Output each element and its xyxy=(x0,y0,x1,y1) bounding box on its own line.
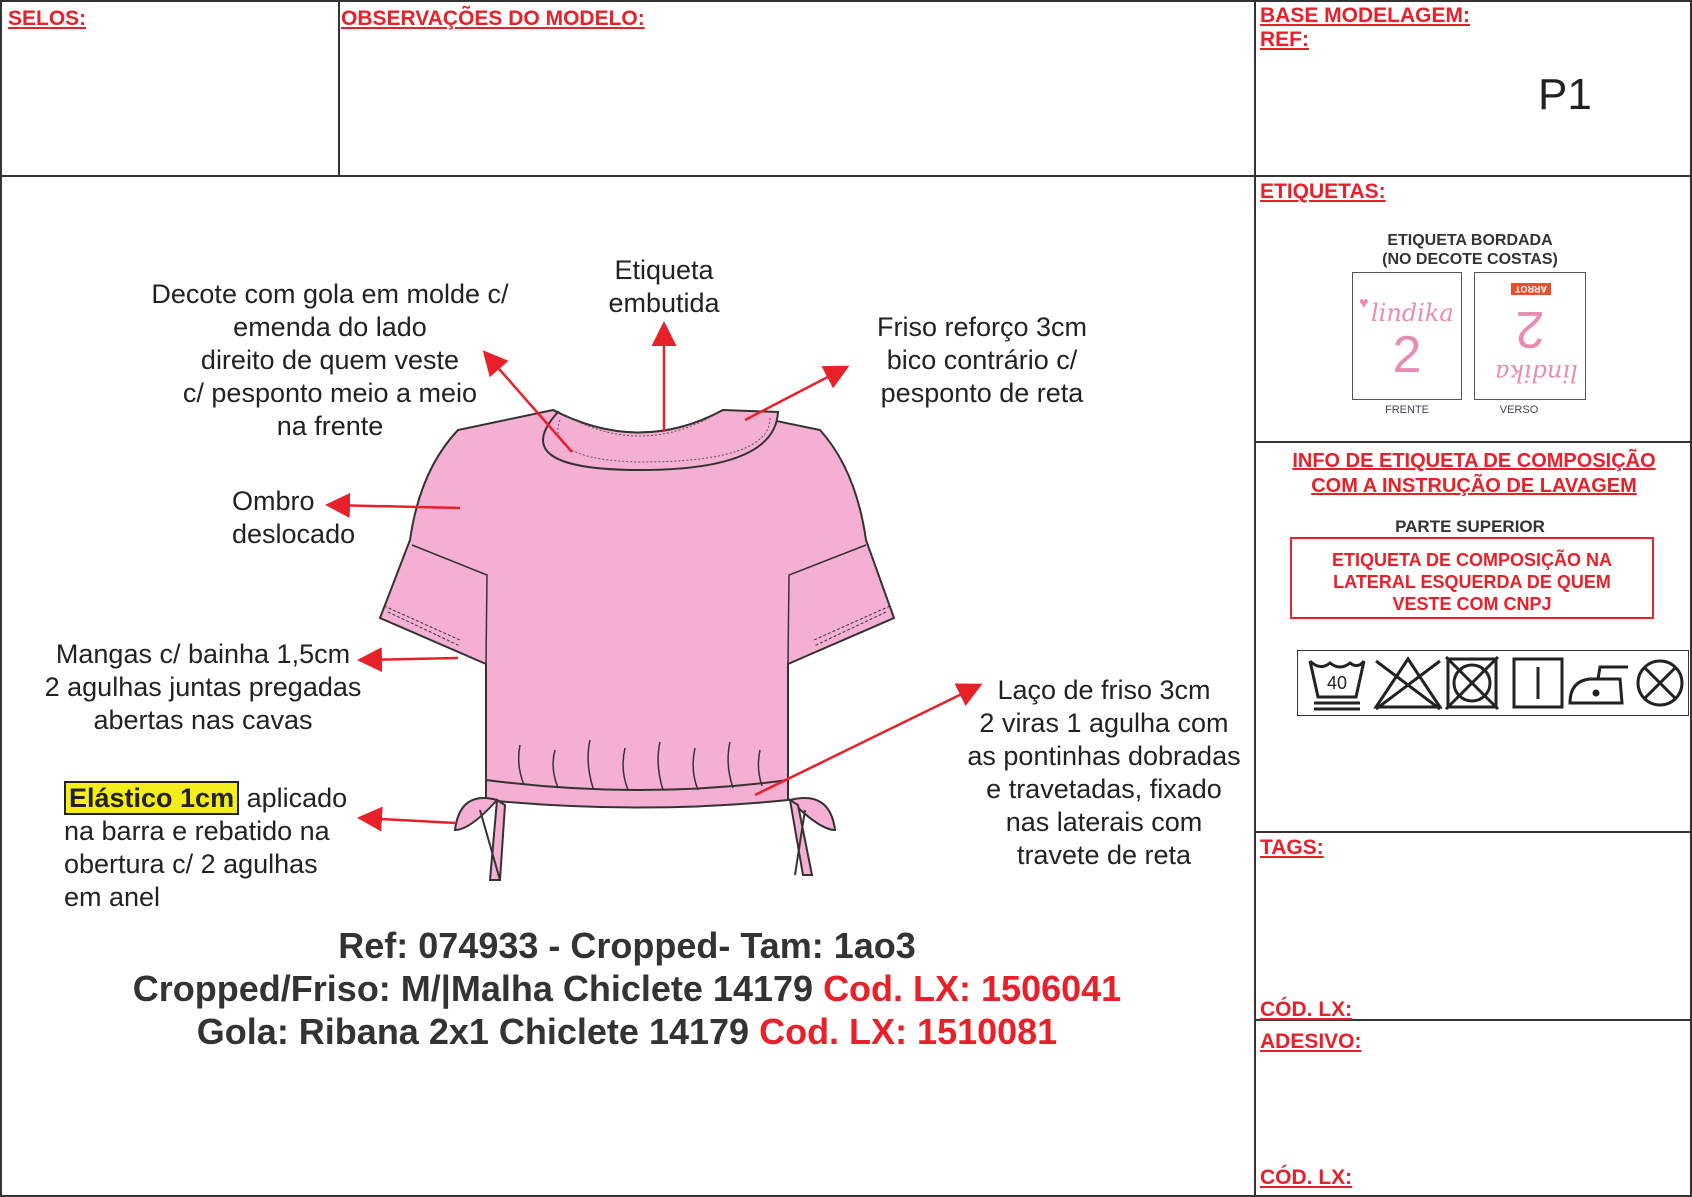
right-bow xyxy=(790,798,835,875)
etiqueta-title-line1: ETIQUETA BORDADA xyxy=(1387,232,1553,249)
line-dry-icon xyxy=(1514,659,1562,707)
note-mangas: Mangas c/ bainha 1,5cm 2 agulhas juntas pregadas abertas nas cavas xyxy=(44,639,362,735)
no-dry-clean-icon xyxy=(1638,661,1682,705)
spec-gola-code: Cod. LX: 1510081 xyxy=(759,1011,1058,1052)
label-front xyxy=(1352,272,1462,400)
no-bleach-icon xyxy=(1376,659,1440,709)
tags-label: TAGS: xyxy=(1260,836,1324,859)
label-back xyxy=(1474,272,1586,400)
flag-tag: ARROT xyxy=(1511,283,1551,295)
observacoes-label: OBSERVAÇÕES DO MODELO: xyxy=(341,7,645,30)
tags-box xyxy=(1254,831,1692,1021)
note-elastico: Elástico 1cm aplicado na barra e rebatido na obertura c/ 2 agulhas em anel xyxy=(64,783,348,912)
note-decote: Decote com gola em molde c/ emenda do lado direito de quem veste c/ pesponto meio a meio na frente xyxy=(151,279,509,441)
composicao-line3: VESTE COM CNPJ xyxy=(1392,594,1552,614)
note-friso: Friso reforço 3cm bico contrário c/ pesponto de reta xyxy=(876,312,1088,408)
note-etiqueta: Etiqueta embutida xyxy=(608,255,720,318)
info-composicao-box xyxy=(1254,441,1692,833)
brand-logo: lindika xyxy=(1371,299,1454,327)
iron-low-icon xyxy=(1570,667,1628,703)
composicao-box xyxy=(1290,537,1654,619)
composicao-line2: LATERAL ESQUERDA DE QUEM xyxy=(1333,572,1611,592)
heart-icon: ♥ xyxy=(1359,295,1369,312)
care-symbols xyxy=(1297,650,1689,716)
care-symbols-svg xyxy=(1298,651,1690,717)
no-tumble-dry-icon xyxy=(1446,657,1498,709)
left-bow xyxy=(455,798,505,880)
cod-lx-label-1: CÓD. LX: xyxy=(1260,998,1353,1021)
spec-gola-line: Gola: Ribana 2x1 Chiclete 14179 Cod. LX: 1510081 xyxy=(196,1011,1058,1052)
brand-logo-mirrored: lindika xyxy=(1495,359,1578,387)
spec-friso-code: Cod. LX: 1506041 xyxy=(823,968,1122,1009)
note-laco: Laço de friso 3cm 2 viras 1 agulha com as pontinhas dobradas e travetadas, fixado nas laterais com travete de reta xyxy=(967,675,1241,870)
composicao-line1: ETIQUETA DE COMPOSIÇÃO NA xyxy=(1331,550,1612,570)
etiquetas-box xyxy=(1254,175,1692,443)
arrow-elastico xyxy=(362,818,456,823)
elastico-highlight: Elástico 1cm xyxy=(64,781,239,815)
adesivo-label: ADESIVO: xyxy=(1260,1030,1362,1053)
ref-label: REF: xyxy=(1260,28,1309,51)
size-value: P1 xyxy=(1538,70,1592,119)
wash-temp-text: 40 xyxy=(1326,673,1348,693)
selos-label: SELOS: xyxy=(8,7,87,30)
parte-superior-label: PARTE SUPERIOR xyxy=(1395,517,1545,536)
etiquetas-label: ETIQUETAS: xyxy=(1260,180,1386,203)
label-number: 2 xyxy=(1392,326,1422,384)
etiqueta-title-line2: (NO DECOTE COSTAS) xyxy=(1382,251,1558,268)
info-heading-line2: COM A INSTRUÇÃO DE LAVAGEM xyxy=(1311,475,1637,497)
info-heading-line1: INFO DE ETIQUETA DE COMPOSIÇÃO xyxy=(1292,450,1656,472)
base-modelagem-label: BASE MODELAGEM: xyxy=(1260,4,1470,27)
spec-ref-line: Ref: 074933 - Cropped- Tam: 1ao3 xyxy=(338,925,916,966)
cod-lx-label-2: CÓD. LX: xyxy=(1260,1166,1353,1189)
note-ombro: Ombro deslocado xyxy=(232,486,356,549)
arrow-friso xyxy=(745,368,845,420)
frente-caption: FRENTE xyxy=(1385,404,1429,416)
spec-friso-line: Cropped/Friso: M/|Malha Chiclete 14179 Cod. LX: 1506041 xyxy=(132,968,1122,1009)
label-number-mirrored: 2 xyxy=(1515,300,1545,358)
verso-caption: VERSO xyxy=(1499,404,1539,416)
